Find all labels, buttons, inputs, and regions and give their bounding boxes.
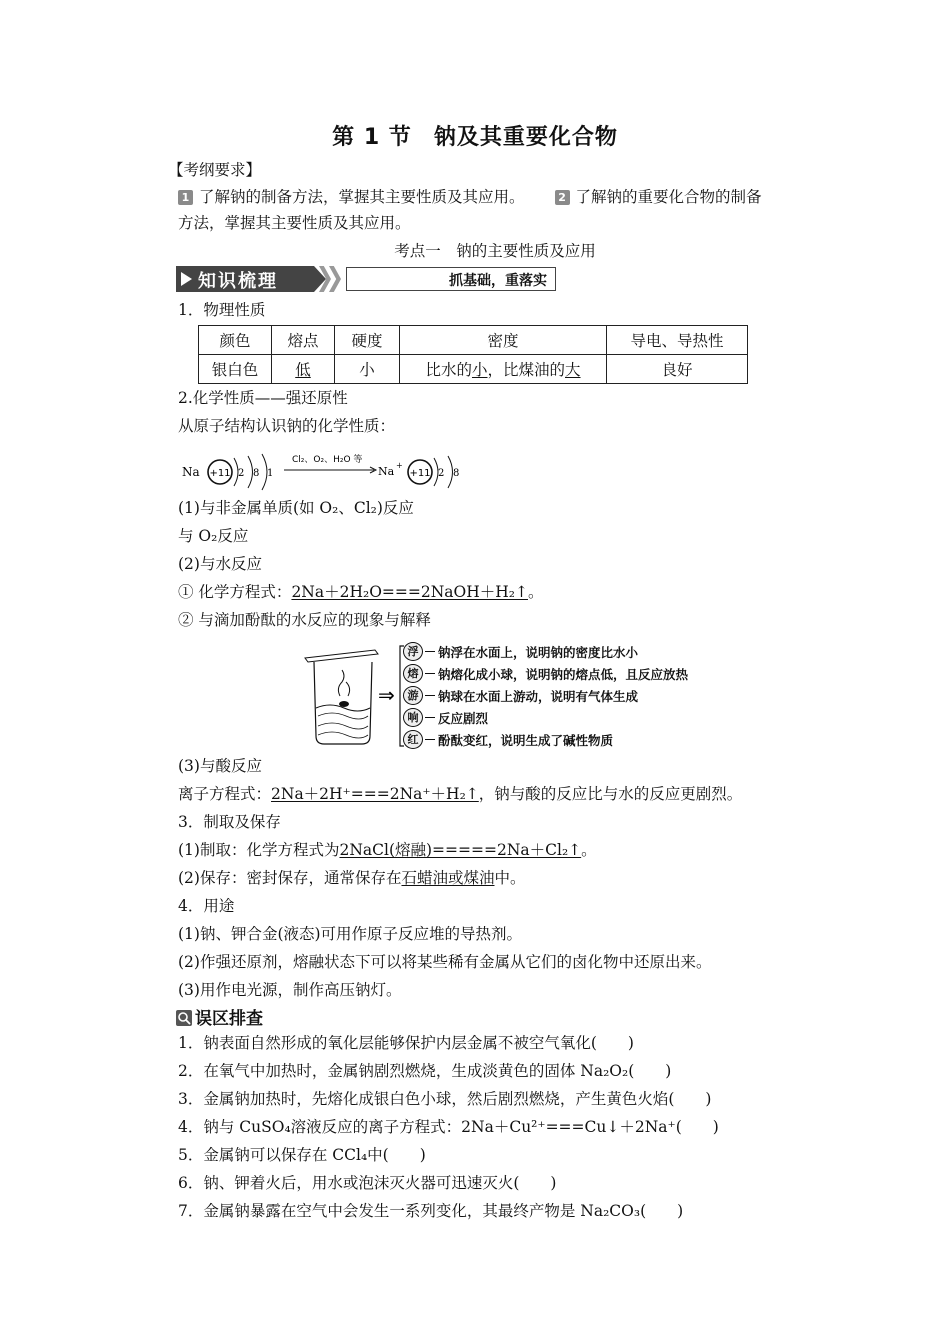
play-icon [181,272,192,286]
shell-3: 1 [267,468,274,479]
acid-reaction: (3)与酸反应 [178,757,262,775]
uses-heading: 4．用途 [178,897,235,915]
table-header-row [199,326,748,355]
cell-melting-point: 低 [272,355,335,384]
title-section-number: 第 1 节 [332,125,412,150]
header-conductivity: 导电、导热性 [607,326,748,355]
knowledge-banner [176,266,556,292]
magnifier-icon [176,1010,192,1026]
cell-color: 银白色 [199,355,272,384]
list-item: 4．钠与 CuSO₄溶液反应的离子方程式：2Na＋Cu²⁺===Cu↓＋2Na⁺( ) [178,1118,719,1136]
chemical-intro: 从原子结构认识钠的化学性质： [178,417,396,435]
list-item [403,642,638,661]
number-1-badge: 1 [178,190,193,205]
list-item [403,686,638,705]
page-title [0,120,950,151]
ion-charge: + [396,461,403,470]
phenomenon-text: 反应剧烈 [438,710,489,726]
water-equation: ① 化学方程式：2Na＋2H₂O===2NaOH＋H₂↑。 [178,583,544,601]
header-density: 密度 [400,326,607,355]
cell-density: 比水的小，比煤油的大 [400,355,607,384]
prep-store: (2)保存：密封保存，通常保存在石蜡油或煤油中。 [178,869,526,887]
syllabus-item-2b: 方法，掌握其主要性质及其应用。 [178,214,411,232]
shell-1: 2 [238,468,245,479]
physical-properties-table [198,325,748,384]
list-item [403,730,613,749]
header-hardness: 硬度 [335,326,400,355]
section-title: 考点一 钠的主要性质及应用 [394,242,596,260]
list-item: 6．钠、钾着火后，用水或泡沫灭火器可迅速灭火( ) [178,1174,557,1192]
header-melting-point: 熔点 [272,326,335,355]
ion-shell-1: 2 [438,468,445,479]
nucleus-charge: +11 [209,468,231,479]
phenomenon-key: 熔 [403,664,423,683]
list-item: 2．在氧气中加热时，金属钠剧烈燃烧，生成淡黄色的固体 Na₂O₂( ) [178,1062,672,1080]
list-item: 3．金属钠加热时，先熔化成银白色小球，然后剧烈燃烧，产生黄色火焰( ) [178,1090,712,1108]
prep-heading: 3．制取及保存 [178,813,281,831]
syllabus-item-1: 了解钠的制备方法，掌握其主要性质及其应用。 [199,188,525,206]
header-color: 颜色 [199,326,272,355]
syllabus-heading: 【考纲要求】 [168,161,262,179]
number-2-badge: 2 [555,190,570,205]
shell-2: 8 [253,468,260,479]
error-check-heading [176,1004,263,1029]
physical-heading: 1．物理性质 [178,301,266,319]
prep-make: (1)制取：化学方程式为2NaCl(熔融)=====2Na＋Cl₂↑。 [178,841,597,859]
sodium-ball [339,701,349,707]
list-item: 5．金属钠可以保存在 CCl₄中( ) [178,1146,426,1164]
list-item: (2)作强还原剂，熔融状态下可以将某些稀有金属从它们的卤化物中还原出来。 [178,953,712,971]
ion-symbol: Na [378,465,395,478]
cell-hardness: 小 [335,355,400,384]
list-item: (1)钠、钾合金(液态)可用作原子反应堆的导热剂。 [178,925,523,943]
nonmetal-reaction: (1)与非金属单质(如 O₂、Cl₂)反应 [178,499,414,517]
error-check-title: 误区排查 [195,1009,263,1029]
list-item [403,708,488,727]
cell-conductivity: 良好 [607,355,748,384]
list-item: (3)用作电光源，制作高压钠灯。 [178,981,402,999]
table-row [199,355,748,384]
arrow-label: Cl₂、O₂、H₂O 等 [292,455,363,465]
acid-equation: 离子方程式：2Na＋2H⁺===2Na⁺＋H₂↑，钠与酸的反应比与水的反应更剧烈。 [178,785,743,803]
phenomenon-key: 游 [403,686,423,705]
banner-right-label: 抓基础，重落实 [449,273,547,289]
water-reaction: (2)与水反应 [178,555,262,573]
banner-left-label: 知识梳理 [198,271,278,292]
phenomenon-key: 响 [403,708,423,727]
chemical-heading: 2.化学性质——强还原性 [178,389,348,407]
phenomenon-text: 钠球在水面上游动，说明有气体生成 [438,688,639,704]
phenomenon-key: 红 [403,730,423,749]
syllabus-line-1 [178,187,762,207]
syllabus-item-2a: 了解钠的重要化合物的制备 [575,188,762,206]
phenomenon-text: 钠熔化成小球，说明钠的熔点低，且反应放热 [438,666,689,682]
phenomenon-text: 酚酞变红，说明生成了碱性物质 [438,732,614,748]
atom-symbol: Na [182,465,200,479]
o2-reaction: 与 O₂反应 [178,527,249,545]
implies-arrow-icon: ⇒ [378,683,395,707]
ion-shell-2: 8 [453,468,460,479]
glass-plate [305,650,378,662]
phenomenon-key: 浮 [403,642,423,661]
ion-nucleus-charge: +11 [409,468,431,479]
phenomena-label: ② 与滴加酚酞的水反应的现象与解释 [178,611,431,629]
list-item: 1．钠表面自然形成的氧化层能够保护内层金属不被空气氧化( ) [178,1034,634,1052]
phenomenon-text: 钠浮在水面上，说明钠的密度比水小 [438,644,639,660]
list-item [403,664,688,683]
title-text: 钠及其重要化合物 [433,125,618,150]
sodium-atom-structure-diagram [180,448,480,492]
list-item: 7．金属钠暴露在空气中会发生一系列变化，其最终产物是 Na₂CO₃( ) [178,1202,684,1220]
